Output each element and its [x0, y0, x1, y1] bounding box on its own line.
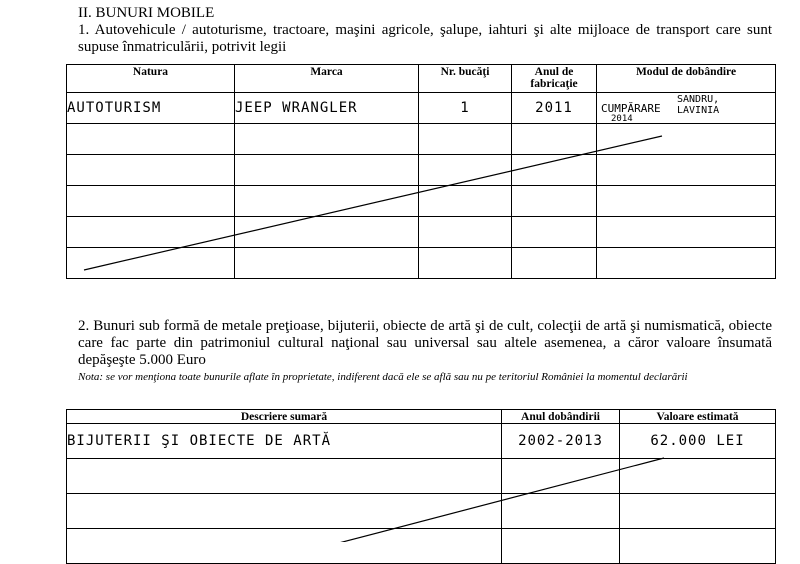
col-descriere: Descriere sumară	[67, 410, 502, 424]
table-row-empty	[67, 155, 776, 186]
cell-descriere: BIJUTERII ŞI OBIECTE DE ARTĂ	[67, 424, 502, 459]
col-natura: Natura	[67, 65, 235, 93]
nota-text: Nota: se vor menţiona toate bunurile aflate în proprietate, indiferent dacă ele se află sau nu pe teritoriul României la momentul declarării	[78, 371, 688, 383]
col-anul-fabricatie: Anul de fabricaţie	[512, 65, 597, 93]
col-marca: Marca	[235, 65, 419, 93]
modul-owner-line2: LAVINIA	[677, 105, 720, 116]
cell-valoare: 62.000 LEI	[620, 424, 776, 459]
vehicles-table-header	[67, 65, 776, 93]
table-row-empty	[67, 186, 776, 217]
cell-natura: AUTOTURISM	[67, 93, 235, 124]
table-row	[67, 93, 776, 124]
vehicles-table	[66, 64, 776, 279]
col-anul-dobandirii: Anul dobândirii	[502, 410, 620, 424]
table-row-empty	[67, 248, 776, 279]
col-modul-dobandire: Modul de dobândire	[597, 65, 776, 93]
modul-owner-line1: SANDRU,	[677, 94, 720, 105]
table-row-empty	[67, 124, 776, 155]
section-title: II. BUNURI MOBILE	[78, 5, 215, 21]
valuables-table	[66, 409, 776, 564]
cell-nr-bucati: 1	[419, 93, 512, 124]
table-row	[67, 424, 776, 459]
modul-year: 2014	[611, 114, 633, 124]
table-row-empty	[67, 459, 776, 494]
modul-owner	[677, 94, 719, 116]
cell-marca: JEEP WRANGLER	[235, 93, 419, 124]
cell-modul-dobandire	[597, 93, 776, 124]
cell-anul-fabricatie: 2011	[512, 93, 597, 124]
table-row-empty	[67, 494, 776, 529]
col-nr-bucati: Nr. bucăţi	[419, 65, 512, 93]
col-valoare: Valoare estimată	[620, 410, 776, 424]
valuables-paragraph: 2. Bunuri sub formă de metale preţioase, bijuterii, obiecte de artă şi de cult, colecţii de artă şi numismatică, obiecte care fac parte din patrimoniul cultural naţional sau universal sau altele asemenea, a căror valoare însumată depăşeşte 5.000 Euro	[78, 318, 772, 368]
table-row-empty	[67, 529, 776, 564]
table-row-empty	[67, 217, 776, 248]
modul-text: CUMPĂRARE	[601, 102, 661, 115]
vehicles-paragraph: 1. Autovehicule / autoturisme, tractoare, maşini agricole, şalupe, iahturi şi alte mijloace de transport care sunt supuse înmatriculării, potrivit legii	[78, 22, 772, 55]
cell-anul-dobandirii: 2002-2013	[502, 424, 620, 459]
valuables-table-header	[67, 410, 776, 424]
